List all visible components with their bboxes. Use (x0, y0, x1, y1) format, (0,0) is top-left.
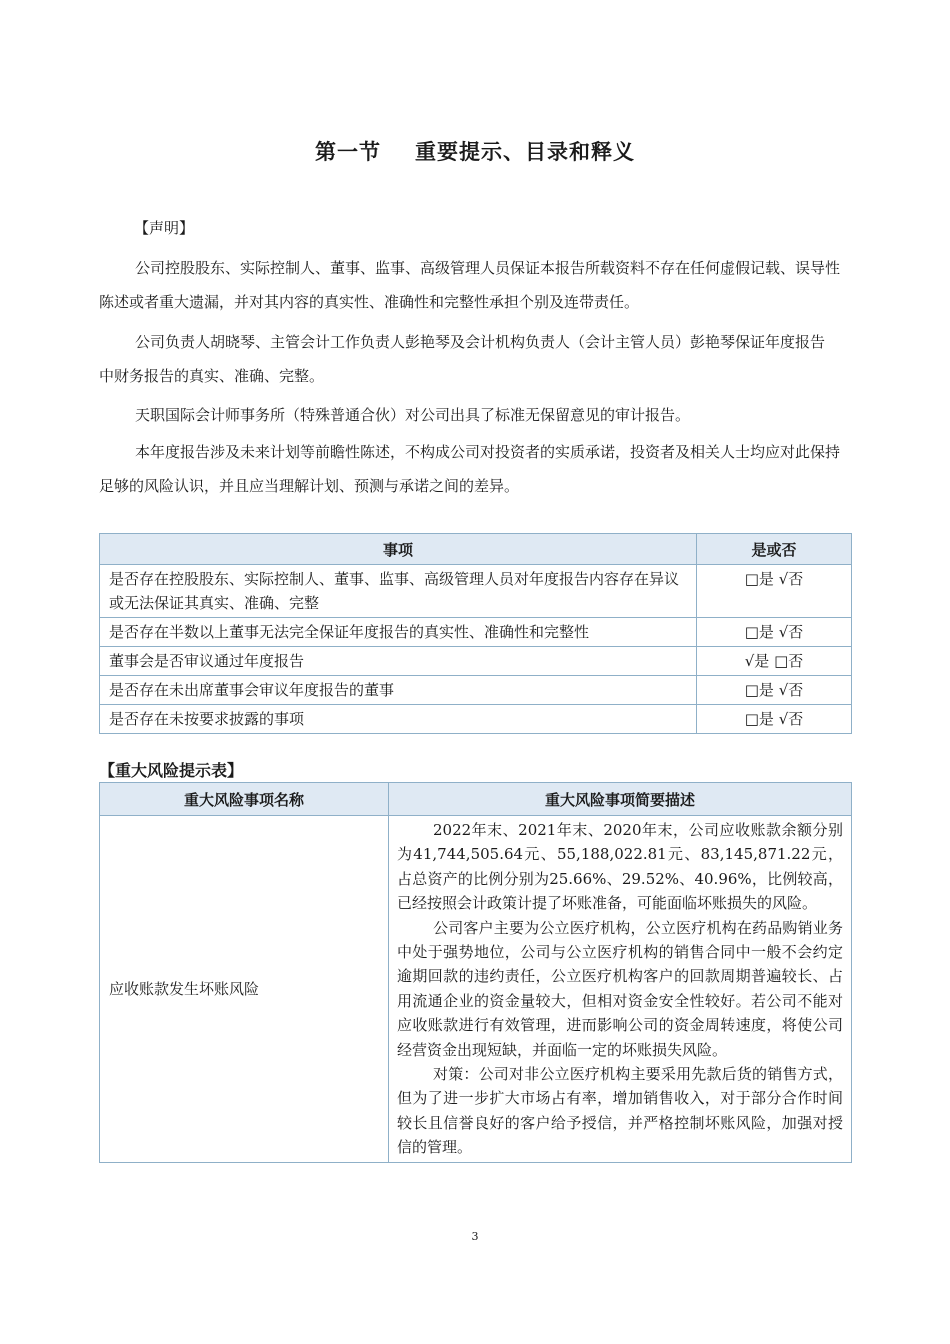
declaration-label: 【声明】 (134, 219, 195, 237)
risk-name: 应收账款发生坏账风险 (100, 816, 389, 1163)
risk-table (99, 782, 852, 1163)
table-row (100, 676, 852, 705)
row-item: 是否存在未按要求披露的事项 (100, 705, 697, 734)
risk-description-paragraph: 公司客户主要为公立医疗机构，公立医疗机构在药品购销业务中处于强势地位，公司与公立医疗机构的销售合同中一般不会约定逾期回款的违约责任，公立医疗机构客户的回款周期普遍较长、占用流通企业的资金量较大，但相对资金安全性较好。若公司不能对应收账款进行有效管理，进而影响公司的资金周转速度，将使公司经营资金出现短缺，并面临一定的坏账损失风险。 (397, 918, 843, 1059)
confirmation-table (99, 533, 852, 734)
table-row (100, 565, 852, 618)
column-header-item: 事项 (100, 534, 697, 565)
risk-description-paragraph: 2022年末、2021年末、2020年末，公司应收账款余额分别为41,744,505.64元、55,188,022.81元、83,145,871.22元，占总资产的比例分别为25.66%、29.52%、40.96%，比例较高，已经按照会计政策计提了坏账准备，可能面临坏账损失的风险。 (397, 821, 843, 913)
declaration-paragraph: 公司控股股东、实际控制人、董事、监事、高级管理人员保证本报告所载资料不存在任何虚假记载、误导性陈述或者重大遗漏，并对其内容的真实性、准确性和完整性承担个别及连带责任。 (99, 259, 841, 311)
row-item: 是否存在控股股东、实际控制人、董事、监事、高级管理人员对年度报告内容存在异议或无法保证其真实、准确、完整 (100, 565, 697, 618)
row-answer: □是 √否 (697, 676, 852, 705)
column-header-risk-description: 重大风险事项简要描述 (389, 783, 852, 816)
risk-description (389, 816, 852, 1163)
table-row (100, 647, 852, 676)
row-answer: □是 √否 (697, 565, 852, 618)
row-item: 是否存在半数以上董事无法完全保证年度报告的真实性、准确性和完整性 (100, 618, 697, 647)
table-header-row (100, 783, 852, 816)
row-answer: □是 √否 (697, 705, 852, 734)
declaration-paragraph: 本年度报告涉及未来计划等前瞻性陈述，不构成公司对投资者的实质承诺，投资者及相关人士均应对此保持足够的风险认识，并且应当理解计划、预测与承诺之间的差异。 (99, 443, 841, 495)
row-answer: □是 √否 (697, 618, 852, 647)
table-row (100, 618, 852, 647)
declaration-paragraph: 公司负责人胡晓琴、主管会计工作负责人彭艳琴及会计机构负责人（会计主管人员）彭艳琴保证年度报告中财务报告的真实、准确、完整。 (99, 333, 826, 385)
row-answer: √是 □否 (697, 647, 852, 676)
declaration-paragraph: 天职国际会计师事务所（特殊普通合伙）对公司出具了标准无保留意见的审计报告。 (135, 406, 691, 424)
table-row (100, 816, 852, 1163)
row-item: 是否存在未出席董事会审议年度报告的董事 (100, 676, 697, 705)
page-number: 3 (471, 1230, 479, 1243)
section-title: 重要提示、目录和释义 (415, 140, 635, 164)
page-title (0, 136, 950, 166)
row-item: 董事会是否审议通过年度报告 (100, 647, 697, 676)
section-number: 第一节 (315, 140, 381, 164)
table-header-row (100, 534, 852, 565)
risk-table-heading: 【重大风险提示表】 (99, 761, 244, 780)
risk-countermeasure-paragraph: 对策：公司对非公立医疗机构主要采用先款后货的销售方式，但为了进一步扩大市场占有率，增加销售收入，对于部分合作时间较长且信誉良好的客户给予授信，并严格控制坏账风险，加强对授信的管理。 (397, 1065, 843, 1157)
table-row (100, 705, 852, 734)
column-header-answer: 是或否 (697, 534, 852, 565)
column-header-risk-name: 重大风险事项名称 (100, 783, 389, 816)
